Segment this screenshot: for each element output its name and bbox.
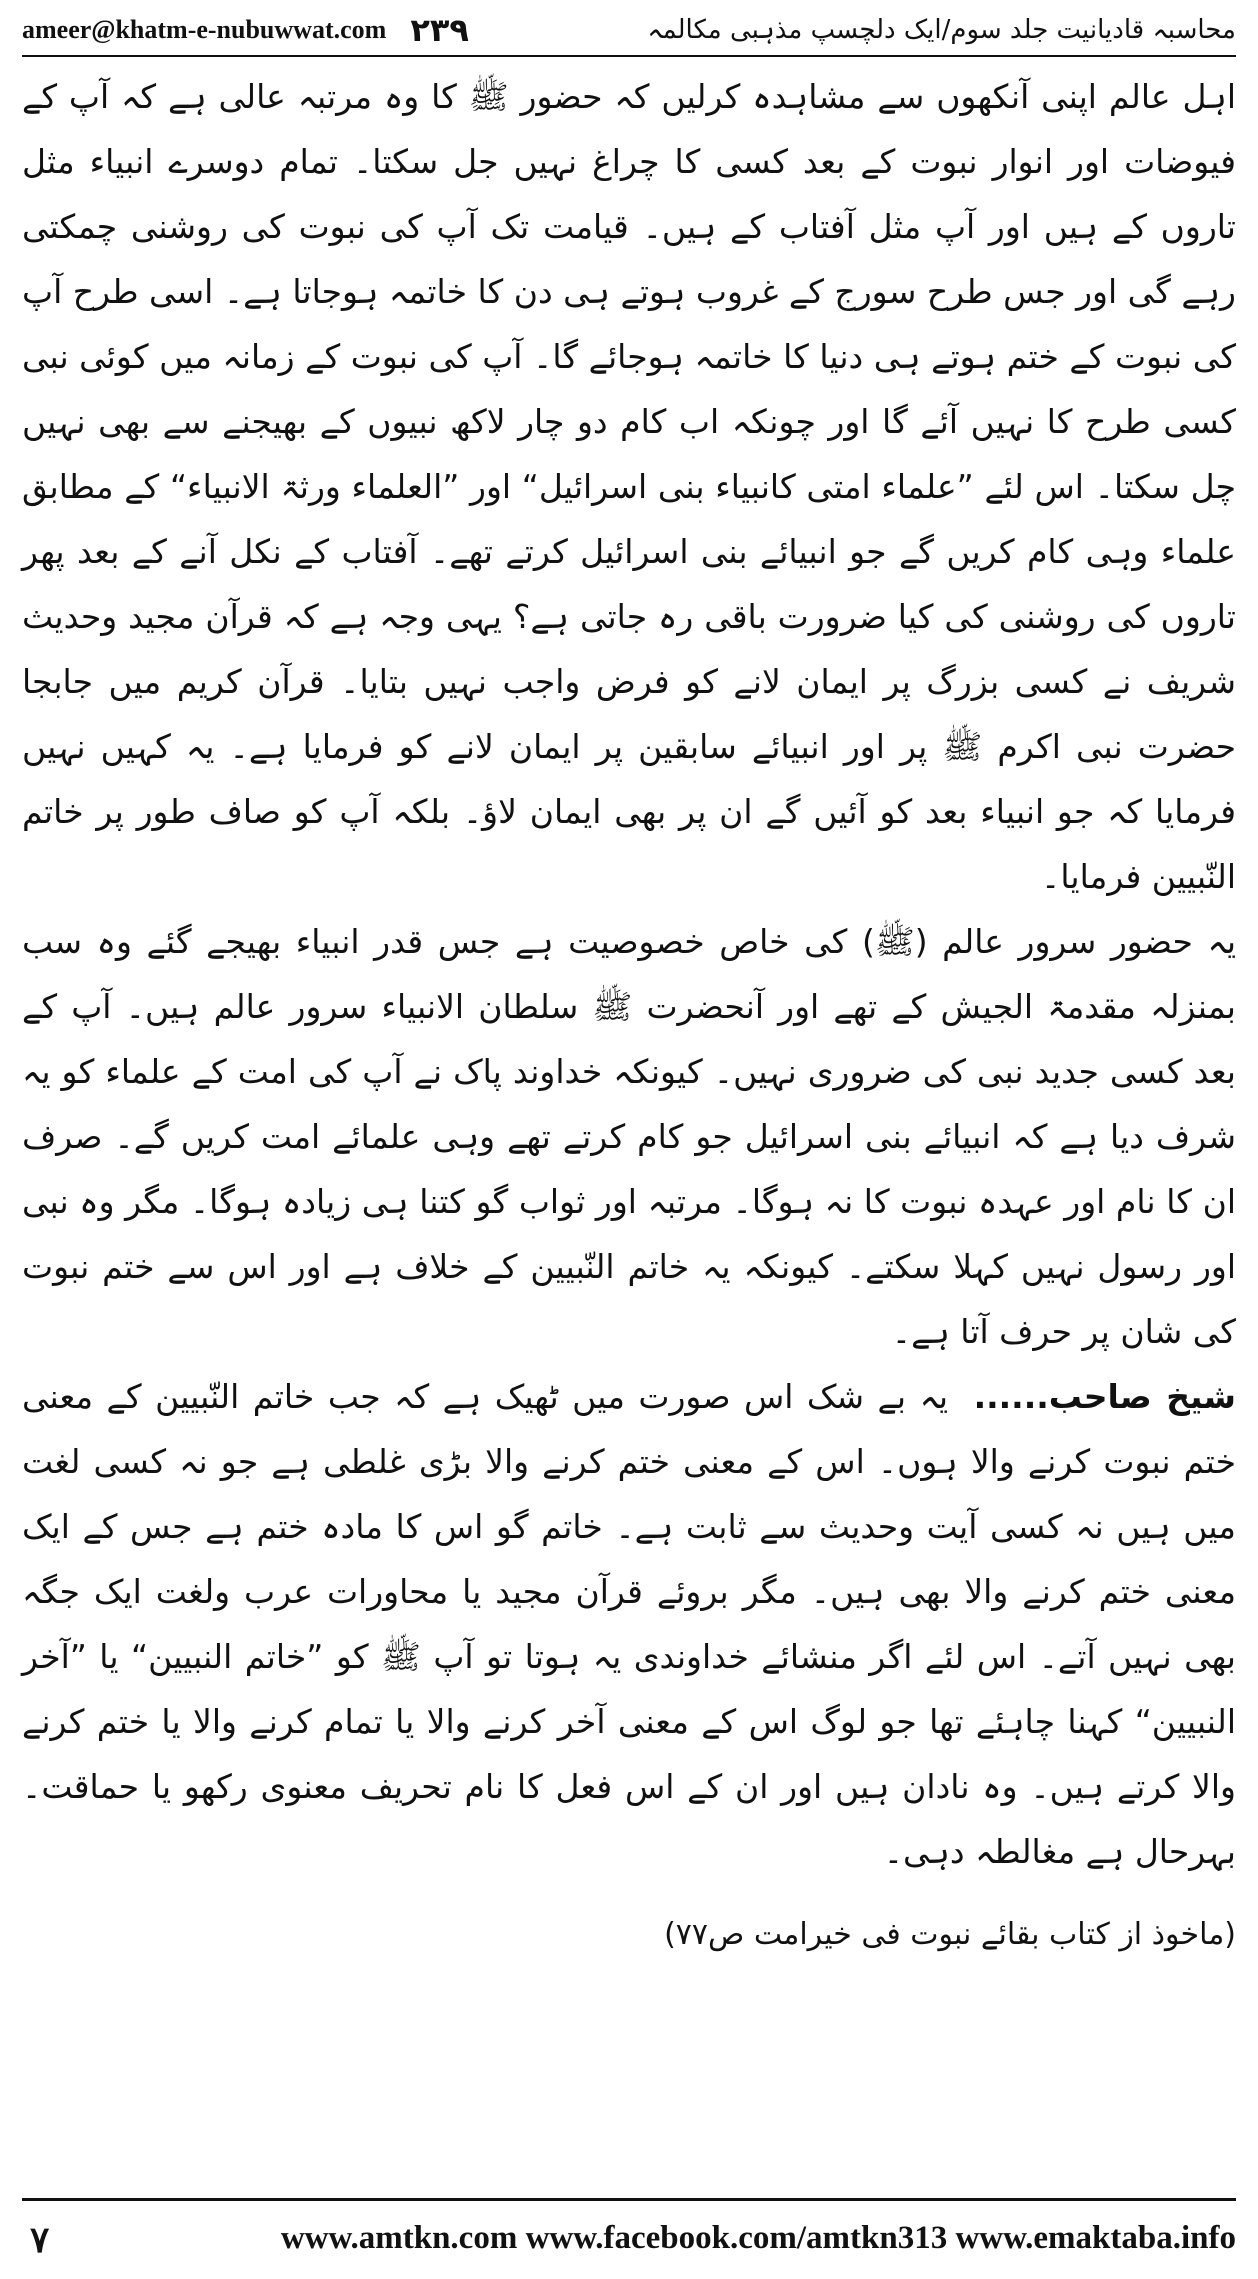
footer-website-links[interactable]: www.amtkn.com www.facebook.com/amtkn313 www.emaktaba.info bbox=[280, 2220, 1236, 2256]
source-reference: (ماخوذ از کتاب بقائے نبوت فی خیرامت ص۷۷) bbox=[664, 1917, 1236, 1952]
page-body bbox=[22, 64, 1236, 1967]
body-paragraph-2: یہ حضور سرور عالم (ﷺ) کی خاص خصوصیت ہے جس قدر انبیاء بھیجے گئے وہ سب بمنزلہ مقدمۃ الجیش کے تھے اور آنحضرت ﷺ سلطان الانبیاء سرور عالم ہیں۔ آپ کے بعد کسی جدید نبی کی ضروری نہیں۔ کیونکہ خداوند پاک نے آپ کی امت کے علماء کو یہ شرف دیا ہے کہ انبیائے بنی اسرائیل جو کام کرتے تھے وہی علمائے امت کریں گے۔ صرف ان کا نام اور عہدہ نبوت کا نہ ہوگا۔ مرتبہ اور ثواب گو کتنا ہی زیادہ ہوگا۔ مگر وہ نبی اور رسول نہیں کہلا سکتے۔ کیونکہ یہ خاتم النّبیین کے خلاف ہے اور اس سے ختم نبوت کی شان پر حرف آتا ہے۔ bbox=[22, 922, 1236, 1351]
header-email: ameer@khatm-e-nubuwwat.com bbox=[22, 15, 387, 44]
header-book-title: محاسبہ قادیانیت جلد سوم/ایک دلچسپ مذہبی مکالمہ bbox=[647, 15, 1236, 45]
header-page-number: ۲۳۹ bbox=[410, 11, 469, 49]
page-header bbox=[22, 8, 1236, 52]
dialogue-speaker-label: شیخ صاحب...... bbox=[973, 1377, 1236, 1416]
body-paragraph-1: اہل عالم اپنی آنکھوں سے مشاہدہ کرلیں کہ حضور ﷺ کا وہ مرتبہ عالی ہے کہ آپ کے فیوضات اور انوار نبوت کے بعد کسی کا چراغ نہیں جل سکتا۔ تمام دوسرے انبیاء مثل تاروں کے ہیں اور آپ مثل آفتاب کے ہیں۔ قیامت تک آپ کی نبوت کی روشنی چمکتی رہے گی اور جس طرح سورج کے غروب ہوتے ہی دن کا خاتمہ ہوجاتا ہے۔ اسی طرح آپ کی نبوت کے ختم ہوتے ہی دنیا کا خاتمہ ہوجائے گا۔ آپ کی نبوت کے زمانہ میں کوئی نبی کسی طرح کا نہیں آئے گا اور چونکہ اب کام دو چار لاکھ نبیوں کے بھیجنے سے بھی نہیں چل سکتا۔ اس لئے ”علماء امتی کانبیاء بنی اسرائیل“ اور ”العلماء ورثۃ الانبیاء“ کے مطابق علماء وہی کام کریں گے جو انبیائے بنی اسرائیل کرتے تھے۔ آفتاب کے نکل آنے کے بعد پھر تاروں کی روشنی کی کیا ضرورت باقی رہ جاتی ہے؟ یہی وجہ ہے کہ قرآن مجید وحدیث شریف نے کسی بزرگ پر ایمان لانے کو فرض واجب نہیں بتایا۔ قرآن کریم میں جابجا حضرت نبی اکرم ﷺ پر اور انبیائے سابقین پر ایمان لانے کو فرمایا ہے۔ یہ کہیں نہیں فرمایا کہ جو انبیاء بعد کو آئیں گے ان پر بھی ایمان لاؤ۔ بلکہ آپ کو صاف طور پر خاتم النّبیین فرمایا۔ bbox=[22, 77, 1236, 896]
header-divider bbox=[22, 55, 1236, 57]
header-left-group bbox=[22, 11, 469, 49]
dialogue-text: یہ بے شک اس صورت میں ٹھیک ہے کہ جب خاتم النّبیین کے معنی ختم نبوت کرنے والا ہوں۔ اس کے معنی ختم کرنے والا بڑی غلطی ہے جو نہ کسی لغت میں ہیں نہ کسی آیت وحدیث سے ثابت ہے۔ خاتم گو اس کا مادہ ختم ہے جس کے ایک معنی ختم کرنے والا بھی ہیں۔ مگر بروئے قرآن مجید یا محاورات عرب ولغت ایک جگہ بھی نہیں آتے۔ اس لئے اگر منشائے خداوندی یہ ہوتا تو آپ ﷺ کو ”خاتم النبیین“ یا ”آخر النبیین“ کہنا چاہئے تھا جو لوگ اس کے معنی آخر کرنے والا یا تمام کرنے والا یا ختم کرنے والا کرتے ہیں۔ وہ نادان ہیں اور ان کے اس فعل کا نام تحریف معنوی رکھو یا حماقت۔ بہرحال ہے مغالطہ دہی۔ bbox=[22, 1377, 1236, 1871]
page-footer bbox=[22, 2198, 1236, 2261]
dialogue-paragraph bbox=[22, 1364, 1236, 1884]
footer-page-number: ۷ bbox=[30, 2220, 50, 2260]
